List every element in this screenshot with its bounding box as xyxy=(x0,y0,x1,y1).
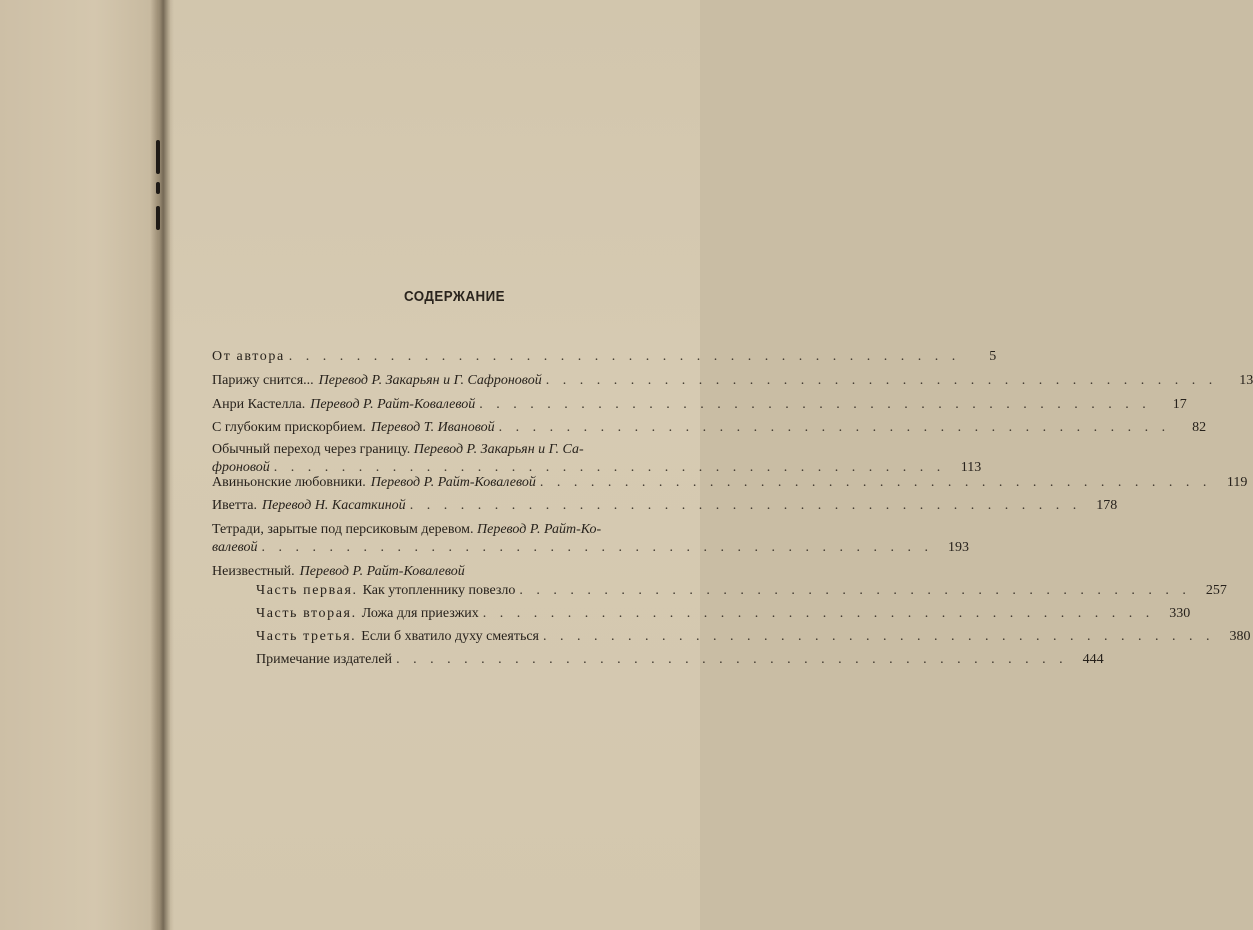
part-label: Часть вторая. xyxy=(256,606,357,621)
entry-translator: Перевод Р. Закарьян и Г. Сафроновой xyxy=(318,373,542,388)
entry-title: От автора xyxy=(212,349,285,364)
page-number: 330 xyxy=(1169,606,1191,621)
entry-translator-continued: валевой xyxy=(212,540,258,555)
entry-translator: Перевод Т. Ивановой xyxy=(370,420,495,435)
page-number: 17 xyxy=(1172,397,1187,412)
page-number: 82 xyxy=(1192,420,1207,435)
entry-title: С глубоким прискорбием. xyxy=(212,420,366,435)
entry-title: Неизвестный. xyxy=(212,564,295,579)
dot-leader: . . . . . . . . . . . . . . . . . . . . . . . . . . . . . . . . . . . . . . . . xyxy=(545,373,1218,388)
toc-entry xyxy=(212,474,1248,492)
dot-leader: . . . . . . . . . . . . . . . . . . . . . . . . . . . . . . . . . . . . . . . . xyxy=(288,349,961,364)
binding-stitch xyxy=(156,182,160,194)
entry-translator: Перевод Р. Райт-Ковалевой xyxy=(299,564,465,579)
left-page xyxy=(0,0,158,930)
book-spine-shadow xyxy=(150,0,174,930)
binding-stitch xyxy=(156,206,160,230)
entry-title: Обычный переход через границу. xyxy=(212,442,411,457)
toc-sub-entry xyxy=(256,628,1251,646)
sub-entry-title: Если б хватило духу смеяться xyxy=(361,629,539,644)
part-label: Часть первая. xyxy=(256,583,358,598)
binding-stitch xyxy=(156,140,160,174)
entry-translator: Перевод Р. Райт-Ковалевой xyxy=(370,475,536,490)
dot-leader: . . . . . . . . . . . . . . . . . . . . . . . . . . . . . . . . . . . . . . . . xyxy=(519,583,1191,598)
page-number: 178 xyxy=(1096,498,1118,513)
entry-translator: Перевод Р. Закарьян и Г. Са- xyxy=(413,442,584,457)
toc-sub-entry xyxy=(256,582,1227,600)
dot-leader: . . . . . . . . . . . . . . . . . . . . . . . . . . . . . . . . . . . . . . . . xyxy=(539,475,1212,490)
toc-entry xyxy=(212,563,668,581)
dot-leader: . . . . . . . . . . . . . . . . . . . . . . . . . . . . . . . . . . . . . . . . xyxy=(273,460,946,475)
toc-entry xyxy=(212,396,1187,414)
entry-translator-continued: фроновой xyxy=(212,460,270,475)
entry-title: Анри Кастелла. xyxy=(212,397,306,412)
toc-entry xyxy=(212,348,997,366)
toc-sub-entry xyxy=(256,651,1104,669)
dot-leader: . . . . . . . . . . . . . . . . . . . . . . . . . . . . . . . . . . . . . . . . xyxy=(482,606,1155,621)
entry-title: Иветта. xyxy=(212,498,257,513)
toc-entry xyxy=(212,521,970,557)
page-number: 193 xyxy=(948,540,970,555)
dot-leader: . . . . . . . . . . . . . . . . . . . . . . . . . . . . . . . . . . . . . . . . xyxy=(479,397,1151,412)
sub-entry-title: Как утопленнику повезло xyxy=(362,583,516,598)
dot-leader: . . . . . . . . . . . . . . . . . . . . . . . . . . . . . . . . . . . . . . . . xyxy=(261,540,934,555)
contents-heading: СОДЕРЖАНИЕ xyxy=(404,289,506,305)
toc-entry xyxy=(212,441,982,477)
dot-leader: . . . . . . . . . . . . . . . . . . . . . . . . . . . . . . . . . . . . . . . . xyxy=(498,420,1171,435)
entry-translator: Перевод Р. Райт-Ко- xyxy=(477,522,602,537)
sub-entry-title: Ложа для приезжих xyxy=(361,606,479,621)
sub-entry-title: Примечание издателей xyxy=(256,652,393,667)
toc-entry xyxy=(212,419,1207,437)
toc-sub-entry xyxy=(256,605,1191,623)
entry-title: Парижу снится... xyxy=(212,373,314,388)
page-number: 113 xyxy=(960,460,982,475)
page-number: 380 xyxy=(1229,629,1251,644)
page-number: 119 xyxy=(1226,475,1248,490)
entry-translator: Перевод Н. Касаткиной xyxy=(261,498,406,513)
entry-translator: Перевод Р. Райт-Ковалевой xyxy=(310,397,476,412)
page-number: 257 xyxy=(1205,583,1227,598)
toc-entry xyxy=(212,372,1253,390)
dot-leader: . . . . . . . . . . . . . . . . . . . . . . . . . . . . . . . . . . . . . . . . xyxy=(396,652,1068,667)
entry-title: Тетради, зарытые под персиковым деревом. xyxy=(212,522,474,537)
page-number: 444 xyxy=(1082,652,1104,667)
dot-leader: . . . . . . . . . . . . . . . . . . . . . . . . . . . . . . . . . . . . . . . . xyxy=(543,629,1215,644)
dot-leader: . . . . . . . . . . . . . . . . . . . . . . . . . . . . . . . . . . . . . . . . xyxy=(409,498,1082,513)
page-number: 13 xyxy=(1239,373,1253,388)
part-label: Часть третья. xyxy=(256,629,357,644)
toc-entry xyxy=(212,497,1118,515)
page-number: 5 xyxy=(989,349,997,364)
entry-title: Авиньонские любовники. xyxy=(212,475,366,490)
